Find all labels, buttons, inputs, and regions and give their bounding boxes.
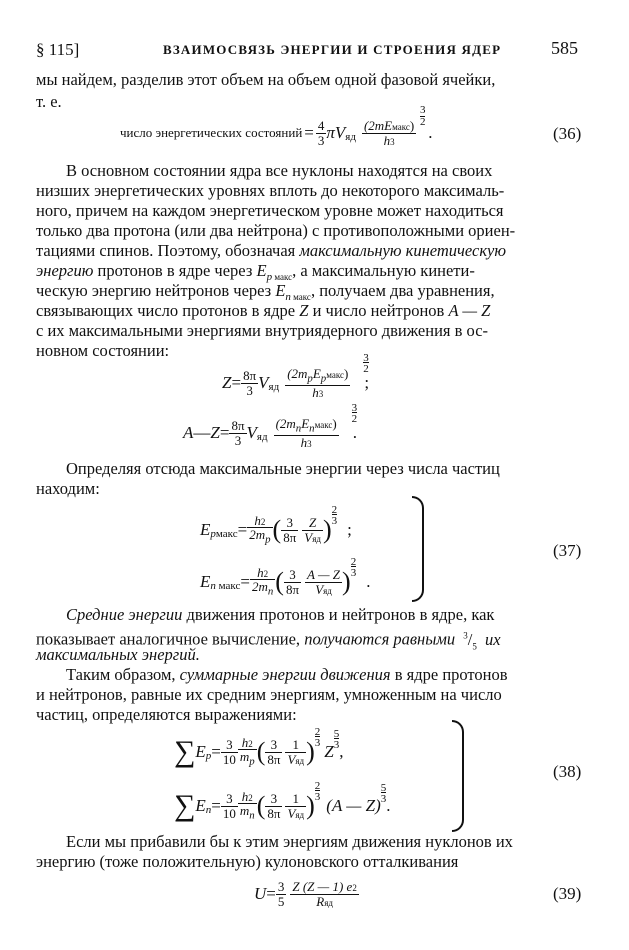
italic-term: Средние энергии (66, 605, 183, 624)
equation-z: Z = $\frac{8\pi}{3}$ V яд $\frac{(2m_pE_pмакс)}{h3}$ 3 2 ; (222, 351, 370, 400)
text-line: ного, причем на каждом энергетическом уровне может находиться (36, 201, 504, 220)
text-span: и число нейтронов (308, 301, 449, 320)
running-title: ВЗАИМОСВЯЗЬ ЭНЕРГИИ И СТРОЕНИЯ ЯДЕР (163, 42, 502, 57)
text-span: , получаем два уравнения, (310, 281, 495, 300)
section-number: § 115] (36, 40, 80, 59)
text-line: мы найдем, разделив этот объем на объем одной фазовой ячейки, (36, 70, 496, 89)
equation-a-minus-z: A — Z = $\frac{8\pi}{3}$ V яд $\frac{(2m_nE_nмакс)}{h3}$ 3 2 . (183, 401, 358, 450)
italic-term: суммарные энергии движения (179, 665, 391, 684)
text-line: Определяя отсюда максимальные энергии через числа частиц (66, 459, 500, 478)
text-line: низших энергетических уровнях вплоть до некоторого максималь- (36, 181, 505, 200)
text-line: максимальных энергий. (36, 645, 200, 664)
text-line: В основном состоянии ядра все нуклоны находятся на своих (66, 161, 493, 180)
text-line (36, 241, 506, 261)
text-span: связывающих число протонов в ядре (36, 301, 300, 320)
text-line: новном состоянии: (36, 341, 170, 360)
text-span: показывает аналогичное вычисление, (36, 629, 305, 649)
text-line: только два протона (или два нейтрона) с противоположными ориен- (36, 221, 516, 240)
text-line (66, 665, 508, 685)
text-line (66, 605, 494, 625)
text-span: протонов в ядре через (93, 261, 257, 280)
text-line: энергию (тоже положительную) кулоновского отталкивания (36, 852, 459, 871)
text-line: с их максимальными энергиями внутриядерного движения в ос- (36, 321, 489, 340)
equation-sum-en: ∑ E n = $\frac{3}{10}$ $\frac{h2}{m_n}$ ( $\frac{3}{8\pi}$ $\frac{1}{\text{Vяд}}$ ) 2 3 (A — Z) 5 3 . (174, 780, 391, 822)
equation-number: (37) (553, 541, 582, 560)
text-line: энергию протонов в ядре через $E_p$ $_{макс}$, а максимальную кинети- (36, 261, 475, 283)
text-line: показывает аналогичное вычисление, получаются равными $^3/_5$ их (36, 629, 501, 651)
text-line: ческую энергию нейтронов через $E_n$ $_{макс}$, получаем два уравнения, (36, 281, 495, 303)
text-span: Таким образом, (66, 665, 180, 684)
text-span: движения протонов и нейтронов в ядре, как (182, 605, 495, 624)
text-line: Если мы прибавили бы к этим энергиям движения нуклонов их (66, 832, 513, 851)
text-span: тациями спинов. Поэтому, обозначая (36, 241, 300, 260)
text-line: т. е. (36, 92, 62, 111)
page-number: 585 (551, 38, 578, 58)
right-brace (412, 496, 424, 602)
equation-number: (39) (553, 884, 582, 903)
italic-term: их (485, 629, 501, 649)
text-line: частиц, определяются выражениями: (36, 705, 297, 724)
equation-label: число энергетических состояний (120, 125, 303, 140)
equation-en-max: E n макс = $\frac{h2}{2m_n}$ ( $\frac{3}{8\pi}$ $\frac{A — Z}{\text{Vяд}}$ ) 2 3 . (200, 556, 371, 598)
equation-number: (38) (553, 762, 582, 781)
text-line: связывающих число протонов в ядре Z и число нейтронов A — Z (36, 301, 491, 320)
text-span: , а максимальную кинети- (292, 261, 475, 280)
equation-ep-max: E pмакс = $\frac{h2}{2m_p}$ ( $\frac{3}{8\pi}$ $\frac{Z}{\text{Vяд}}$ ) 2 3 ; (200, 504, 352, 546)
text-span: ческую энергию нейтронов через (36, 281, 276, 300)
text-line: и нейтронов, равные их средним энергиям, умноженным на число (36, 685, 502, 704)
equation-39: U = $\frac{3}{5}$ $\frac{Z (Z — 1) e2}{\text{Rяд}}$ (254, 878, 357, 909)
text-line: находим: (36, 479, 100, 498)
italic-term: максимальную кинетическую (299, 241, 507, 260)
equation-sum-ep: ∑ E p = $\frac{3}{10}$ $\frac{h2}{m_p}$ ( $\frac{3}{8\pi}$ $\frac{1}{\text{Vяд}}$ ) 2 3 Z 5 3 , (174, 726, 344, 768)
italic-term: энергию (36, 261, 94, 280)
text-span: в ядре протонов (390, 665, 508, 684)
italic-term: получаются равными (304, 629, 456, 649)
equation-36: число энергетических состояний = $\frac{4}{3}$ πV яд $\frac{\text{(2mEмакс)}}{h3}$ 3 2 . (120, 103, 433, 148)
right-brace (452, 720, 464, 832)
equation-number: (36) (553, 124, 582, 143)
